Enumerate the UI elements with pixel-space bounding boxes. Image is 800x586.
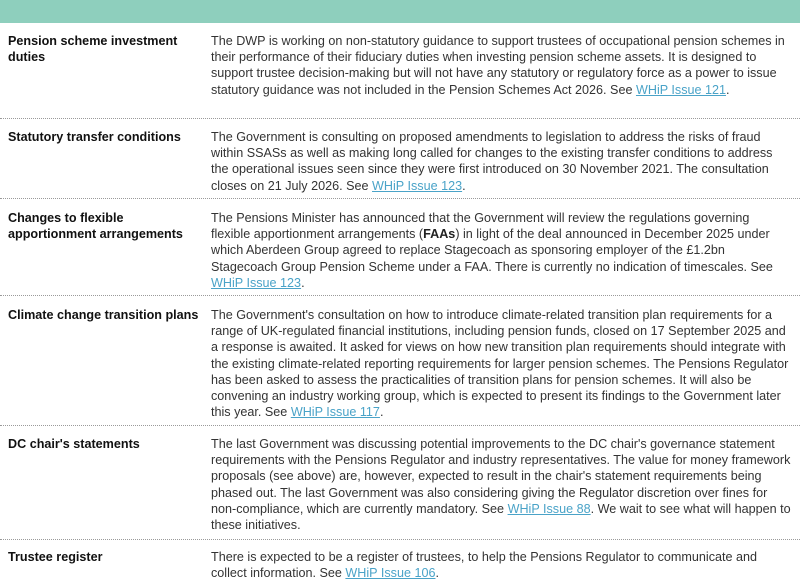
whip-issue-123-link[interactable]: WHiP Issue 123 — [211, 275, 302, 290]
row-description: The Government's consultation on how to introduce climate-related transition plan requirements for a range of UK-regulated financial institutions, including pension funds, closed on 17 September 2025 and a response is awaited. It asked for views on how new transition plan requirements should integrate with the existing climate-related reporting requirements for larger pension schemes. The Pensions Regulator has been asked to assess the practicalities of transition plans for pension schemes. It will also be convening an industry working group, which is expected to present its findings to the Government later this year. See WHiP Issue 117. — [211, 308, 789, 420]
whip-issue-88-link[interactable]: WHiP Issue 88 — [507, 501, 591, 516]
row-description: There is expected to be a register of trustees, to help the Pensions Regulator to communicate and collect information. See WHiP Issue 106. — [211, 550, 758, 581]
row-description: The last Government was discussing potential improvements to the DC chair's governance statement requirements with the Pensions Regulator and industry representatives. The value for money framework proposals (see above) are, however, expected to result in the chair's statement requirements being phased out. The last Government was also considering giving the Regulator discretion over fines for non-compliance, which are currently mandatory. See WHiP Issue 88. We wait to see what will happen to these initiatives. — [211, 437, 791, 533]
row-title: Climate change transition plans — [8, 308, 199, 322]
row-divider — [0, 295, 800, 297]
row-title: Changes to flexible apportionment arrangements — [8, 211, 183, 241]
row-description: The Government is consulting on proposed amendments to legislation to address the risks of fraud within SSASs as well as making long called for changes to the existing transfer conditions to address the operational issues seen since they were first introduced on 30 November 2021. The consultation closes on 21 July 2026. See WHiP Issue 123. — [211, 130, 773, 193]
whip-issue-117-link[interactable]: WHiP Issue 117 — [290, 405, 380, 420]
row-divider — [0, 198, 800, 200]
row-title: DC chair's statements — [8, 437, 140, 451]
row-description: The Pensions Minister has announced that the Government will review the regulations governing flexible apportionment arrangements (FAAs) in light of the deal announced in December 2025 under which Aberdeen Group agreed to replace Stagecoach as sponsoring employer of the £1.2bn Stagecoach Group Pension Scheme under a FAA. There is currently no indication of timescales. See WHiP Issue 123. — [211, 211, 773, 290]
faas-abbreviation: FAAs — [423, 227, 456, 242]
row-title: Statutory transfer conditions — [8, 130, 181, 144]
header-bar — [0, 0, 800, 23]
row-description: The DWP is working on non-statutory guidance to support trustees of occupational pension schemes in their performance of their fiduciary duties when investing pension scheme assets. It is designed to support trustee decision-making but will not have any statutory or regulatory force as a power to issue statutory guidance was not included in the Pension Schemes Act 2026. See WHiP Issue 121. — [211, 34, 785, 97]
row-divider — [0, 539, 800, 541]
row-title: Pension scheme investment duties — [8, 34, 178, 64]
row-divider — [0, 118, 800, 120]
row-divider — [0, 425, 800, 427]
whip-issue-106-link[interactable]: WHiP Issue 106 — [345, 566, 436, 581]
whip-issue-123-link[interactable]: WHiP Issue 123 — [372, 178, 463, 193]
whip-issue-121-link[interactable]: WHiP Issue 121 — [635, 82, 727, 97]
row-title: Trustee register — [8, 550, 103, 564]
